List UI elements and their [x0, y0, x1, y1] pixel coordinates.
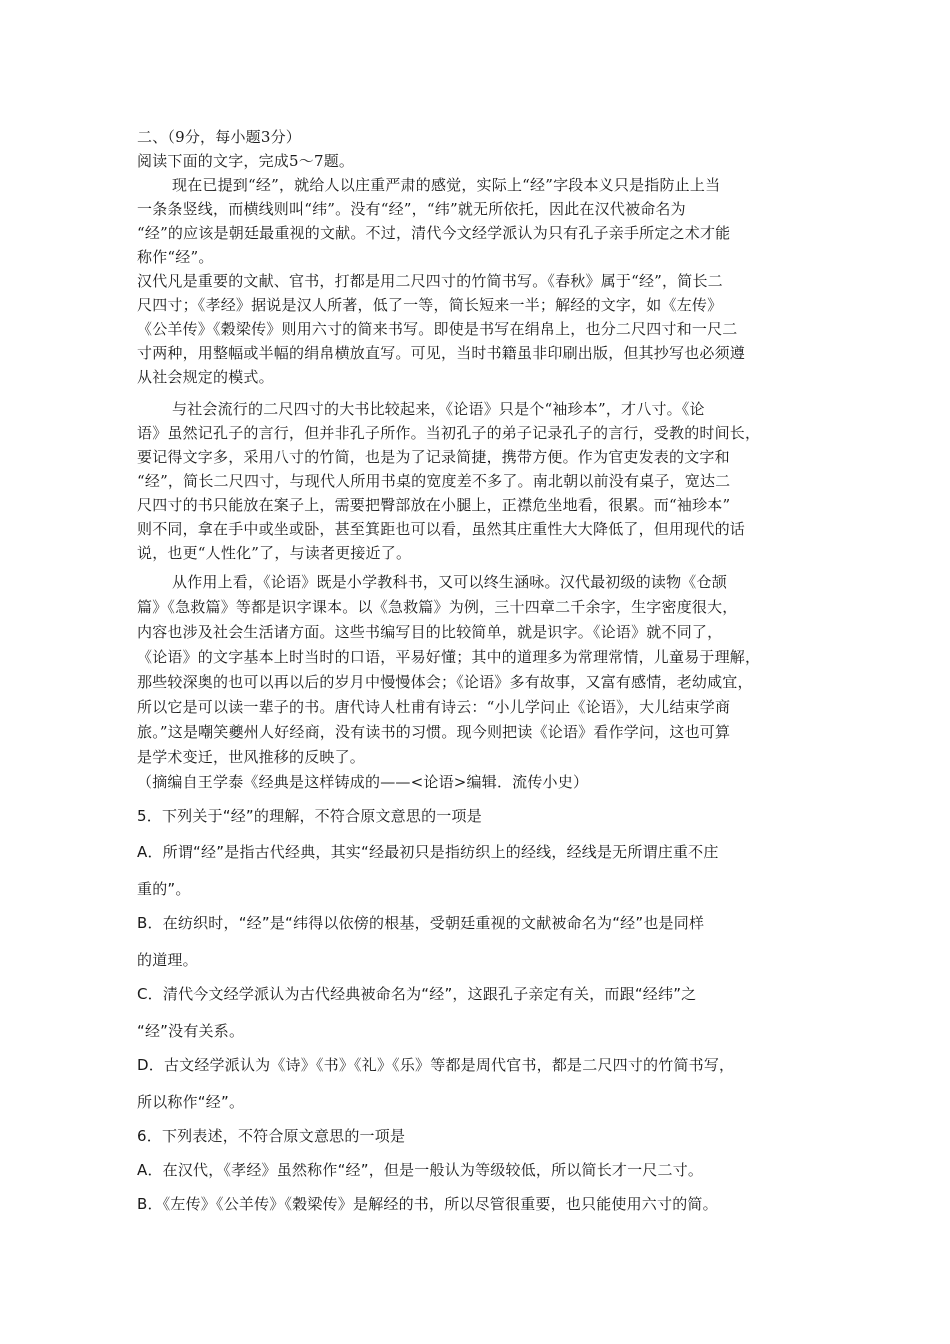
passage-line: 与社会流行的二尺四寸的大书比较起来，《论语》只是个“袖珍本”，才八寸。《论: [172, 400, 705, 418]
passage-line: 尺四寸的书只能放在案子上，需要把臀部放在小腿上，正襟危坐地看，很累。而“袖珍本”: [137, 496, 731, 514]
section-heading: 二、（9分，每小题3分）: [137, 128, 301, 146]
passage-line: 尺四寸；《孝经》据说是汉人所著，低了一等，简长短来一半；解经的文字，如《左传》: [137, 296, 723, 314]
option-c-continued: “经”没有关系。: [137, 1022, 245, 1040]
passage-line: 寸两种，用整幅或半幅的绢帛横放直写。可见，当时书籍虽非印刷出版，但其抄写也必须遵: [137, 344, 746, 362]
passage-line: 旅。”这是嘲笑夔州人好经商，没有读书的习惯。现今则把读《论语》看作学问，这也可算: [137, 723, 731, 741]
passage-line: 说，也更“人性化”了，与读者更接近了。: [137, 544, 412, 562]
question-stem: 5．下列关于“经”的理解，不符合原文意思的一项是: [137, 807, 482, 825]
option-d: D．古文经学派认为《诗》《书》《礼》《乐》等都是周代官书，都是二尺四寸的竹简书写，: [137, 1056, 735, 1074]
passage-line: 语》虽然记孔子的言行，但并非孔子所作。当初孔子的弟子记录孔子的言行，受教的时间长，: [137, 424, 761, 442]
option-a-continued: 重的”。: [137, 880, 191, 898]
passage-line: 从社会规定的模式。: [137, 368, 274, 386]
option-b: B．《左传》《公羊传》《穀梁传》是解经的书，所以尽管很重要，也只能使用六寸的简。: [137, 1195, 718, 1213]
passage-line: “经”，简长二尺四寸，与现代人所用书桌的宽度差不多了。南北朝以前没有桌子，宽达二: [137, 472, 731, 490]
passage-line: 是学术变迁，世风推移的反映了。: [137, 748, 366, 766]
question-stem: 6．下列表述，不符合原文意思的一项是: [137, 1127, 406, 1145]
passage-line: 现在已提到“经”，就给人以庄重严肃的感觉，实际上“经”字段本义只是指防止上当: [172, 176, 721, 194]
option-a: A．所谓“经”是指古代经典，其实“经最初只是指纺织上的经线，经线是无所谓庄重不庄: [137, 843, 719, 861]
passage-line: 从作用上看，《论语》既是小学教科书，又可以终生涵咏。汉代最初级的读物《仓颉: [172, 573, 727, 591]
option-b: B．在纺织时，“经”是“纬得以依傍的根基，受朝廷重视的文献被命名为“经”也是同样: [137, 914, 705, 932]
option-c: C．清代今文经学派认为古代经典被命名为“经”，这跟孔子亲定有关，而跟“经纬”之: [137, 985, 697, 1003]
passage-line: 《公羊传》《穀梁传》则用六寸的简来书写。即使是书写在绢帛上，也分二尺四寸和一尺二: [137, 320, 738, 338]
passage-line: 称作“经”。: [137, 248, 214, 266]
passage-line: 所以它是可以读一辈子的书。唐代诗人杜甫有诗云：“小儿学问止《论语》，大儿结束学商: [137, 698, 731, 716]
option-b-continued: 的道理。: [137, 951, 198, 969]
passage-line: 汉代凡是重要的文献、官书，打都是用二尺四寸的竹简书写。《春秋》属于“经”，简长二: [137, 272, 723, 290]
passage-line: “经”的应该是朝廷最重视的文献。不过，清代今文经学派认为只有孔子亲手所定之术才能: [137, 224, 731, 242]
section-instruction: 阅读下面的文字，完成5～7题。: [137, 152, 355, 170]
passage-line: 一条条竖线，而横线则叫“纬”。没有“经”，“纬”就无所依托，因此在汉代被命名为: [137, 200, 686, 218]
option-d-continued: 所以称作“经”。: [137, 1093, 245, 1111]
passage-line: 篇》《急救篇》等都是识字课本。以《急救篇》为例，三十四章二千余字，生字密度很大，: [137, 598, 738, 616]
passage-line: 内容也涉及社会生活诸方面。这些书编写目的比较简单，就是识字。《论语》就不同了，: [137, 623, 723, 641]
option-a: A．在汉代，《孝经》虽然称作“经”，但是一般认为等级较低，所以简长才一尺二寸。: [137, 1161, 704, 1179]
passage-line: 《论语》的文字基本上时当时的口语，平易好懂；其中的道理多为常理常情，儿童易于理解，: [137, 648, 761, 666]
passage-line: 那些较深奥的也可以再以后的岁月中慢慢体会；《论语》多有故事，又富有感情，老幼咸宜，: [137, 673, 753, 691]
passage-line: 则不同，拿在手中或坐或卧，甚至箕距也可以看，虽然其庄重性大大降低了，但用现代的话: [137, 520, 746, 538]
passage-line: 要记得文字多，采用八寸的竹简，也是为了记录简捷，携带方便。作为官吏发表的文字和: [137, 448, 730, 466]
passage-source: （摘编自王学泰《经典是这样铸成的——<论语>编辑．流传小史）: [137, 773, 589, 791]
